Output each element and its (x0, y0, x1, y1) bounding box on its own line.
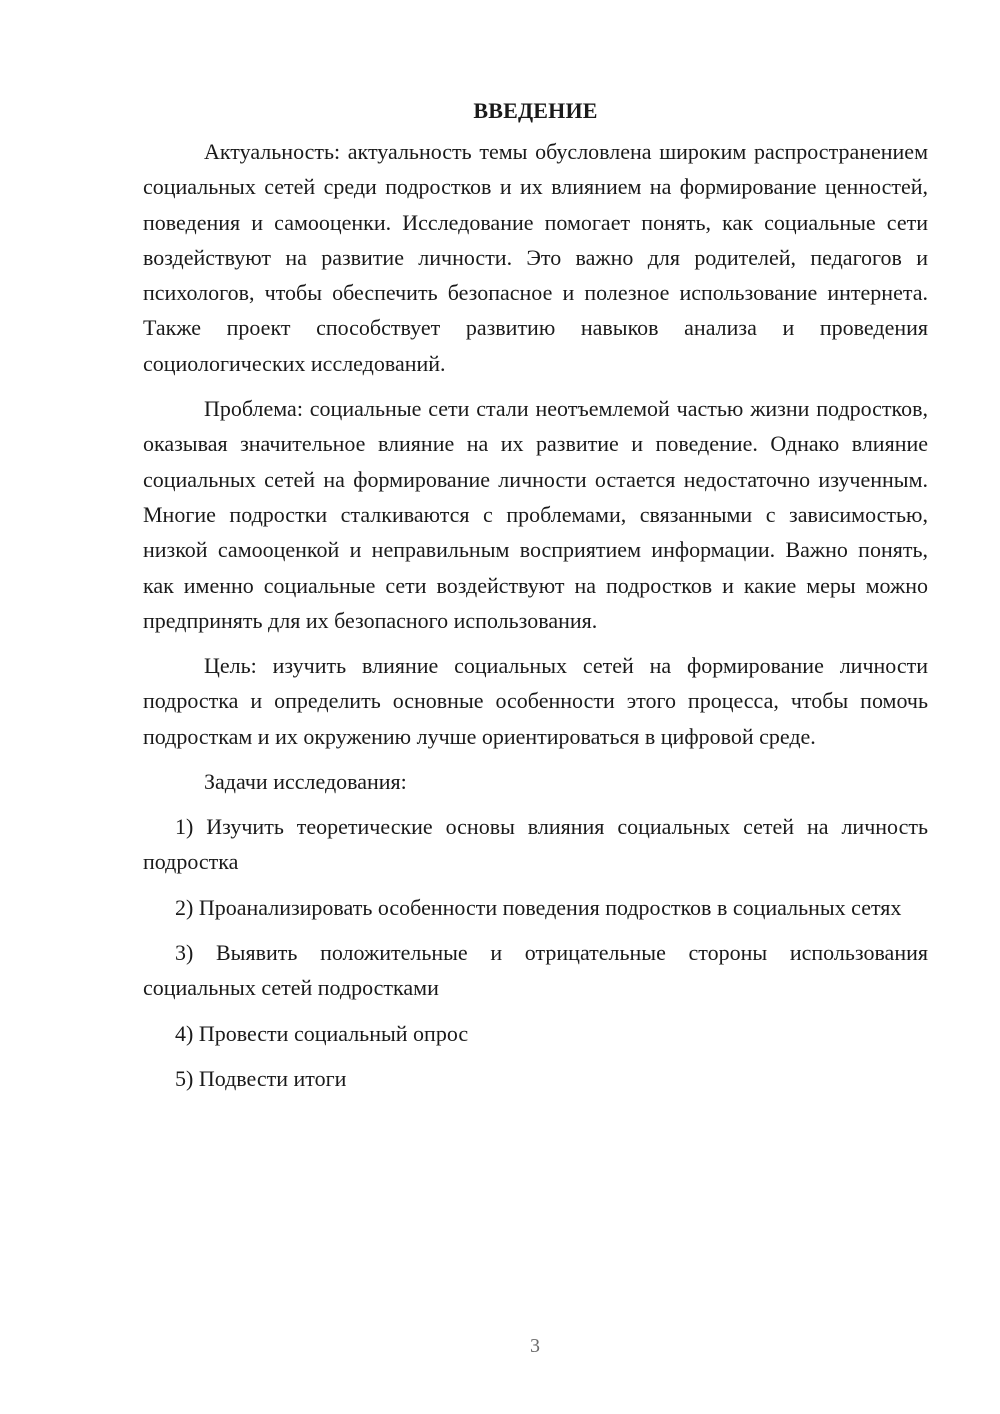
task-item-3: 3) Выявить положительные и отрицательные стороны использования социальных сетей подростками (143, 939, 928, 1001)
task-item-4: 4) Провести социальный опрос (175, 1020, 469, 1046)
paragraph-goal: Цель: изучить влияние социальных сетей на формирование личности подростка и определить основные особенности этого процесса, чтобы помочь подросткам и их окружению лучше ориентироваться в цифровой среде. (143, 653, 928, 749)
task-item-2: 2) Проанализировать особенности поведения подростков в социальных сетях (175, 894, 902, 920)
paragraph-relevance: Актуальность: актуальность темы обусловлена широким распространением социальных сетей среди подростков и их влиянием на формирование ценностей, поведения и самооценки. Исследование помогает понять, как социальные сети воздействуют на развитие личности. Это важно для родителей, педагогов и психологов, чтобы обеспечить безопасное и полезное использование интернета. Также проект способствует развитию навыков анализа и проведения социологических исследований. (143, 139, 928, 376)
task-item-5: 5) Подвести итоги (175, 1065, 347, 1091)
section-heading: ВВЕДЕНИЕ (473, 98, 598, 123)
task-item-1: 1) Изучить теоретические основы влияния социальных сетей на личность подростка (143, 814, 928, 875)
page-number: 3 (530, 1335, 540, 1357)
page-content (143, 96, 928, 1106)
paragraph-problem: Проблема: социальные сети стали неотъемлемой частью жизни подростков, оказывая значительное влияние на их развитие и поведение. Однако влияние социальных сетей на формирование личности остается недостаточно изученным. Многие подростки сталкиваются с проблемами, связанными с зависимостью, низкой самооценкой и неправильным восприятием информации. Важно понять, как именно социальные сети воздействуют на подростков и какие меры можно предпринять для их безопасного использования. (143, 396, 928, 633)
tasks-title: Задачи исследования: (204, 769, 407, 795)
